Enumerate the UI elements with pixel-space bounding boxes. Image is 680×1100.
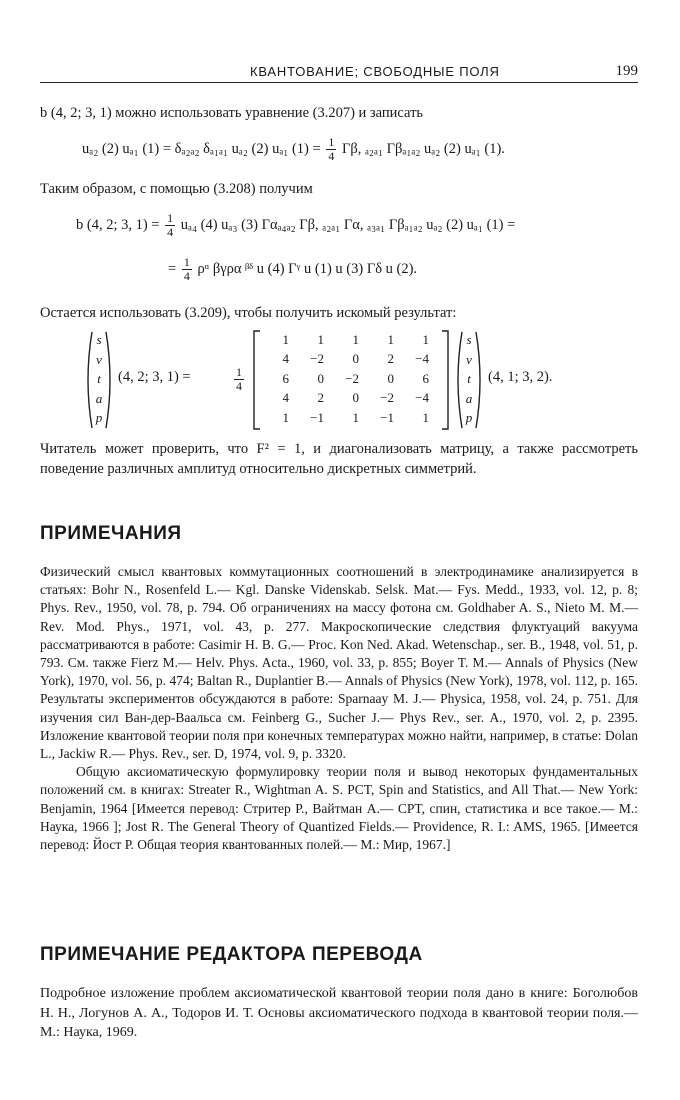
matrix-cell: −1	[310, 409, 324, 425]
eq2-fraction-2	[182, 256, 192, 283]
matrix-cell: 6	[422, 370, 429, 386]
matrix-cell: 4	[282, 351, 289, 367]
right-vector-entry: a	[465, 390, 473, 406]
right-vector-entry: p	[465, 410, 473, 425]
matrix-cell: 1	[352, 409, 359, 425]
eq1-fraction	[326, 136, 336, 163]
matrix-fraction	[234, 366, 244, 393]
eq1-frac-den: 4	[328, 149, 335, 163]
left-vector-entry: t	[97, 371, 101, 386]
page-number: 199	[615, 63, 638, 79]
eq1-lhs: uₐ₂ (2) uₐ₁ (1) = δₐ₂ₐ₂ δₐ₁ₐ₁ uₐ₂ (2) uₐ₁ (1) =	[82, 140, 321, 157]
matrix-cell: 0	[352, 390, 359, 406]
matrix	[254, 330, 450, 430]
matrix-row	[254, 389, 450, 409]
matrix-row	[254, 350, 450, 370]
matrix-cell: 2	[387, 351, 394, 367]
matrix-cell: −2	[310, 351, 324, 367]
right-vector-entry: t	[467, 371, 471, 386]
matrix-frac-den: 4	[236, 379, 242, 393]
matrix-cell: −2	[345, 370, 359, 386]
matrix-cell: 6	[282, 370, 289, 386]
matrix-cell: 1	[422, 331, 429, 347]
remaining-line: Остается использовать (3.209), чтобы получить искомый результат:	[40, 305, 457, 321]
matrix-cell: 1	[282, 409, 289, 425]
left-vector-entry: a	[95, 390, 103, 406]
right-vector	[456, 330, 482, 430]
left-vector-entry: p	[95, 410, 103, 425]
notes-heading: ПРИМЕЧАНИЯ	[40, 523, 182, 544]
eq2-frac2-num: 1	[183, 255, 190, 269]
notes-paragraph: Общую аксиоматическую формулировку теории поля и вывод некоторых фундаментальных положений см. в книгах: Streater R., Wightman A. S. PCT, Spin and Statistics, and All That.— New York: Benjamin, 1964 [Имеется перевод: Стритер Р., Вайтман А.— CPT, спин, статистика и все такое.— М.: Наука, 1966 ]; Jost R. The General Theory of Quantized Fields.— Providence, R. I.: AMS, 1965. [Имеется перевод: Йост Р. Общая теория квантованных полей.— М.: Мир, 1967.]	[40, 764, 638, 853]
editor-heading: ПРИМЕЧАНИЕ РЕДАКТОРА ПЕРЕВОДА	[40, 944, 423, 965]
matrix-row	[254, 330, 450, 350]
eq2-frac1-den: 4	[167, 225, 174, 239]
matrix-frac-num: 1	[236, 365, 242, 379]
matrix-cell: 0	[317, 370, 324, 386]
matrix-cell: 0	[352, 351, 359, 367]
matrix-cell: 1	[352, 331, 359, 347]
eq2-fraction-1	[165, 212, 175, 239]
matrix-cell: 1	[282, 331, 289, 347]
matrix-cell: −1	[380, 409, 394, 425]
eq1-frac-num: 1	[328, 135, 335, 149]
left-vector-entry: s	[96, 332, 102, 347]
matrix-equation	[80, 326, 640, 436]
equation-2-line-1	[76, 212, 515, 239]
eq1-rhs: Γβ, ₐ₂ₐ₁ Γβₐ₁ₐ₂ uₐ₂ (2) uₐ₁ (1).	[341, 140, 505, 157]
intro-line: b (4, 2; 3, 1) можно использовать уравнение (3.207) и записать	[40, 105, 424, 121]
eq2-frac1-num: 1	[167, 211, 174, 225]
right-vector-entry: v	[466, 351, 472, 367]
matrix-row	[254, 369, 450, 389]
matrix-cell: 2	[317, 390, 324, 406]
matrix-cell: 4	[282, 390, 289, 406]
matrix-cell: 1	[387, 331, 394, 347]
eq2-lhs: b (4, 2; 3, 1) =	[76, 216, 160, 233]
notes-paragraph: Физический смысл квантовых коммутационных соотношений в электродинамике анализируется в статьях: Bohr N., Rosenfeld L.— Kgl. Danske Videnskаb. Selsk. Mat.— Fys. Medd., 1933, vol. 12, p. 8; Phys. Rev., 1950, vol. 78, p. 794. Об ограничениях на массу фотона см. Goldhaber A. S., Nieto M. M.— Rev. Mod. Phys., 1971, vol. 43, p. 277. Макроскопические следствия флуктуаций вакуума рассматриваются в работе: Casimir H. B. G.— Proc. Kon Ned. Akad. Wetenschap., ser. B., 1948, vol. 51, p. 793. См. также Fierz M.— Helv. Phys. Acta., 1960, vol. 33, p. 855; Boyer T. M.— Annals of Physics (New York), 1970, vol. 56, p. 474; Baltan R., Duplantier B.— Annals of Physics (New York), 1978, vol. 112, p. 165. Результаты экспериментов обсуждаются в работе: Sparnaay M. J.— Physica, 1958, vol. 24, p. 751. Для изучения сил Ван-дер-Ваальса см. Feinberg G., Sucher J.— Phys Rev., ser. A., 1970, vol. 2, p. 2395. Изложение квантовой теории поля при конечных температурах можно найти, например, в статье: Dolan L., Jackiw R.— Phys. Rev., ser. D, 1974, vol. 9, p. 3320.	[40, 564, 638, 762]
matrix-cell: −2	[380, 390, 394, 406]
right-vector-entry: s	[466, 332, 472, 347]
equation-2-line-2: = $\frac{1}{4}$ ρᵅ βγρα ᵝᵟ u (4) Γᵞ u (1) u (3) Γδ u (2).	[168, 255, 418, 283]
mid-line: Таким образом, с помощью (3.208) получим	[40, 181, 313, 197]
reader-paragraph: Читатель может проверить, что F² = 1, и диагонализовать матрицу, а также рассмотреть поведение различных амплитуд относительно дискретных симметрий.	[40, 441, 638, 477]
left-vector-entry: v	[96, 351, 102, 367]
running-title: КВАНТОВАНИЕ; СВОБОДНЫЕ ПОЛЯ	[250, 64, 500, 79]
right-args: (4, 1; 3, 2).	[488, 369, 553, 385]
page-header	[40, 62, 638, 83]
left-vector-entries	[86, 330, 112, 428]
right-vector-entries	[456, 330, 482, 428]
matrix-cell: −4	[415, 390, 429, 406]
matrix-row	[254, 408, 450, 428]
matrix-cell: 0	[387, 370, 394, 386]
notes-body	[40, 563, 638, 854]
matrix-cell: 1	[422, 409, 429, 425]
eq2-line1-rhs: uₐ₄ (4) uₐ₃ (3) Γαₐ₄ₐ₂ Γβ, ₐ₂ₐ₁ Γα, ₐ₃ₐ₁ Γβₐ₁ₐ₂ uₐ₂ (2) uₐ₁ (1) =	[180, 216, 516, 233]
left-vector	[86, 330, 112, 430]
left-args: (4, 2; 3, 1) =	[118, 369, 191, 385]
eq2-frac2-den: 4	[183, 269, 190, 283]
equation-1	[82, 136, 505, 163]
matrix-cell: −4	[415, 351, 429, 367]
eq2-line2-rhs: ρᵅ βγρα ᵝᵟ u (4) Γᵞ u (1) u (3) Γδ u (2).	[197, 260, 418, 277]
matrix-cell: 1	[317, 331, 324, 347]
editor-paragraph: Подробное изложение проблем аксиоматической квантовой теории поля дано в книге: Боголюбов Н. Н., Логунов А. А., Тодоров И. Т. Основы аксиоматического подхода в квантовой теории поля.— М.: Наука, 1969.	[40, 986, 638, 1040]
